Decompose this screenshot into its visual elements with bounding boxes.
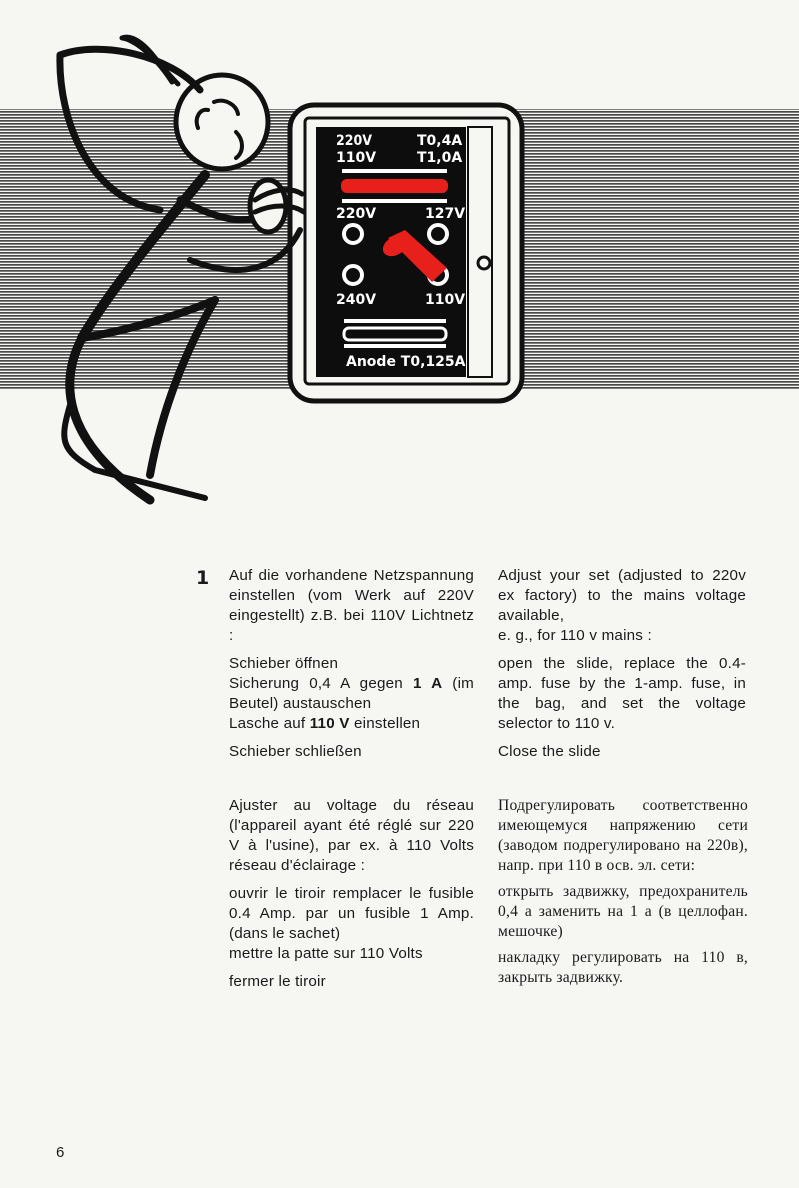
german-intro: Auf die vorhandene Netzspannung einstellen (vom Werk auf 220V eingestellt) z.B. bei 110V Lichtnetz :	[229, 567, 474, 644]
russian-body-1: открыть задвижку, предохранитель 0,4 а заменить на 1 а (в целлофан. мешочке)	[498, 883, 748, 940]
english-intro-example: e. g., for 110 v mains :	[498, 627, 652, 644]
french-body-2: mettre la patte sur 110 Volts	[229, 945, 423, 962]
french-intro: Ajuster au voltage du réseau (l'appareil ayant été réglé sur 220 V à l'usine), par ex. à 110 Volts réseau d'éclairage :	[229, 797, 474, 874]
german-fuse-value: 1 A	[412, 675, 443, 692]
label-t10a: T1,0A	[417, 150, 463, 166]
label-110v-top: 110V	[336, 150, 377, 166]
label-127v: 127V	[425, 206, 466, 222]
german-voltage-text-a: Lasche auf	[229, 715, 310, 732]
german-fuse-text-a: Sicherung 0,4 A gegen	[229, 675, 413, 692]
step-number: 1	[196, 567, 210, 589]
label-anode: Anode T0,125A	[346, 354, 466, 370]
english-body: open the slide, replace the 0.4-amp. fuse by the 1-amp. fuse, in the bag, and set the voltage selector to 110 v.	[498, 655, 746, 732]
russian-intro: Подрегулировать соответственно имеющемуся напряжению сети (заводом подрегулировано на 220в), напр. при 110 в осв. эл. сети:	[498, 797, 748, 874]
german-step-close: Schieber schließen	[229, 743, 362, 760]
french-instructions	[229, 796, 474, 992]
french-close: fermer le tiroir	[229, 973, 326, 990]
german-instructions	[229, 566, 474, 762]
russian-instructions	[498, 796, 748, 988]
label-110v-bottom: 110V	[425, 292, 466, 308]
french-body-1: ouvrir le tiroir remplacer le fusible 0.4 Amp. par un fusible 1 Amp. (dans le sachet)	[229, 885, 474, 942]
german-fuse-text-c: (im Beutel) austauschen	[229, 675, 474, 712]
german-step-fuse	[229, 674, 474, 714]
german-step-voltage	[229, 714, 474, 734]
voltage-panel	[290, 105, 522, 401]
label-220v-mid: 220V	[336, 206, 377, 222]
voltage-selector-illustration	[0, 0, 799, 520]
german-step-open: Schieber öffnen	[229, 655, 339, 672]
english-instructions	[498, 566, 746, 762]
label-240v: 240V	[336, 292, 377, 308]
german-voltage-value: 110 V	[309, 715, 350, 732]
label-220v-top: 220V	[336, 133, 373, 149]
label-t04a: T0,4A	[417, 133, 463, 149]
russian-body-2: накладку регулировать на 110 в, закрыть задвижку.	[498, 949, 748, 986]
german-voltage-text-c: einstellen	[349, 715, 421, 732]
english-intro: Adjust your set (adjusted to 220v ex factory) to the mains voltage available,	[498, 567, 746, 624]
main-fuse-icon	[341, 179, 448, 193]
english-close: Close the slide	[498, 743, 601, 760]
page-number: 6	[56, 1144, 65, 1161]
